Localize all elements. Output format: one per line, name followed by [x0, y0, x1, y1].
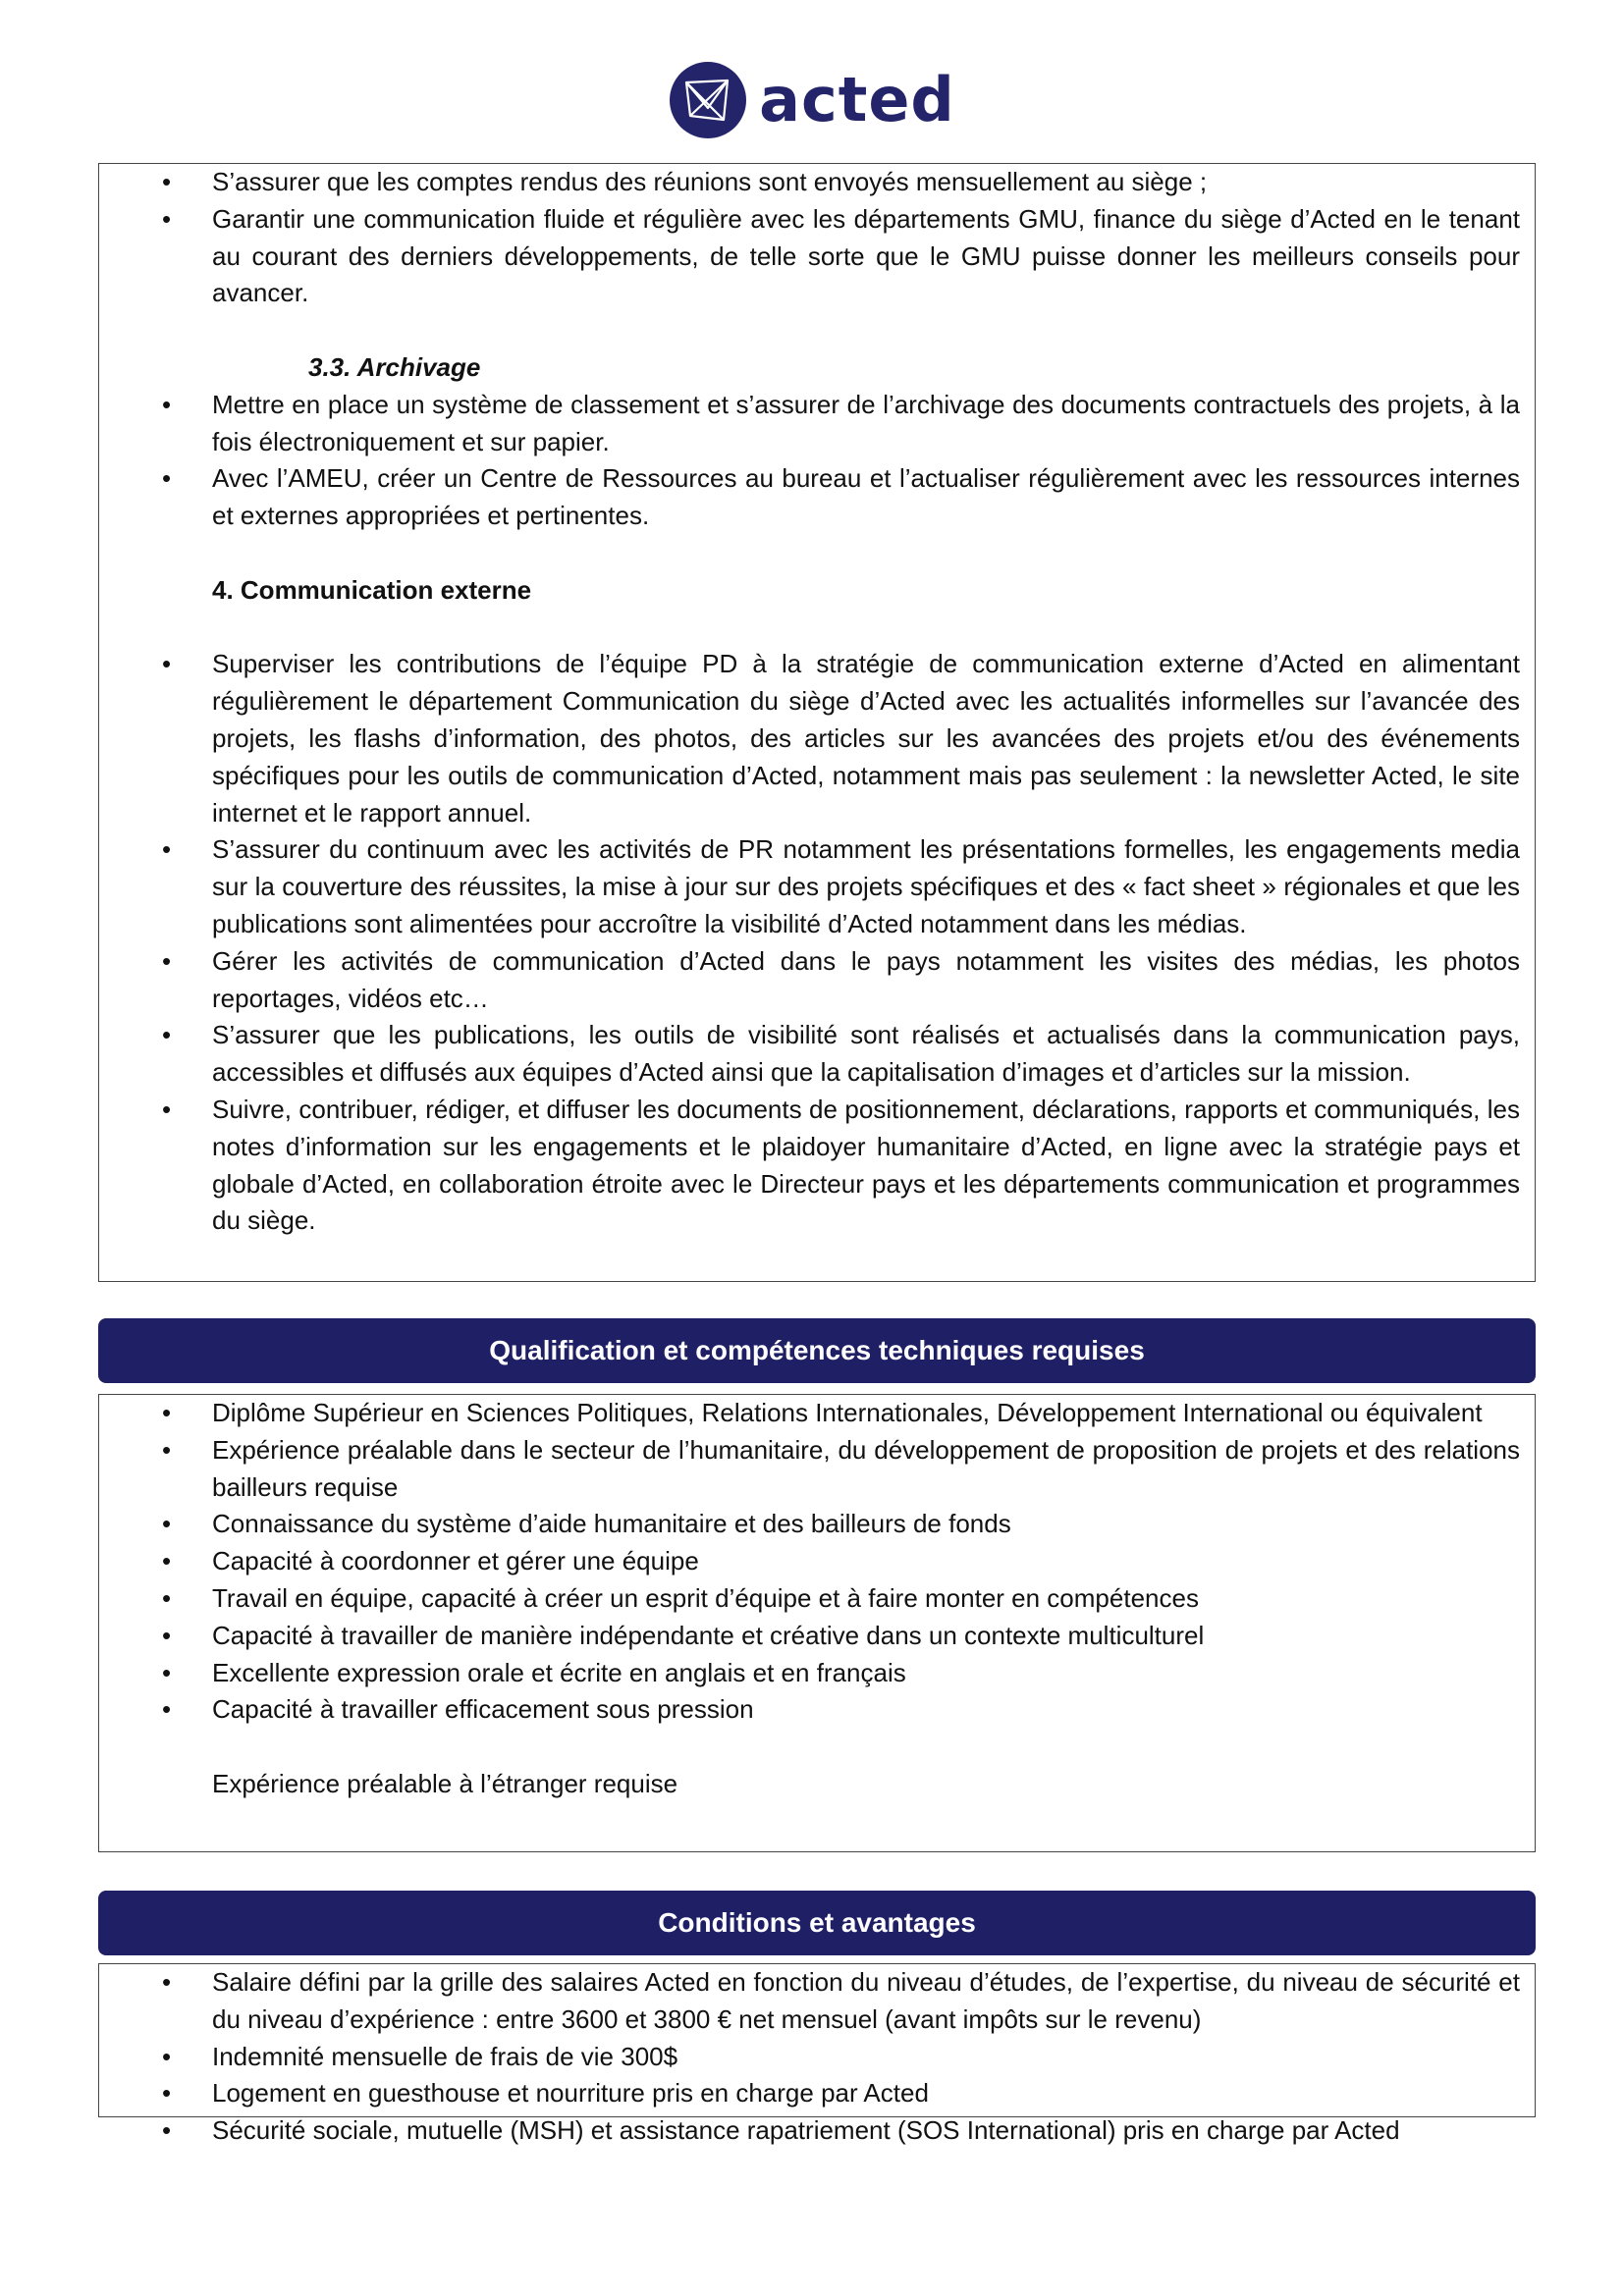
communication-bullet-list [99, 646, 1535, 1240]
list-item: • S’assurer du continuum avec les activités de PR notamment les présentations formelles, les engagements media sur la couverture des réussites, la mise à jour sur des projets spécifiques et des « fact sheet » régionales et que les publications sont alimentées pour accroître la visibilité d’Acted notamment dans les médias. [99, 831, 1535, 942]
acted-logo [0, 61, 1624, 139]
conditions-box [98, 1963, 1536, 2146]
list-item: • Suivre, contribuer, rédiger, et diffuser les documents de positionnement, déclarations, rapports et communiqués, les notes d’information sur les engagements et le plaidoyer humanitaire d’Acted, en ligne avec la stratégie pays et globale d’Acted, en collaboration étroite avec le Directeur pays et les départements communication et programmes du siège. [99, 1092, 1535, 1240]
list-item: • Excellente expression orale et écrite en anglais et en français [99, 1655, 1535, 1692]
archivage-bullet-list [99, 387, 1535, 535]
list-item: • S’assurer que les comptes rendus des réunions sont envoyés mensuellement au siège ; [99, 164, 1535, 201]
list-item: • Indemnité mensuelle de frais de vie 300$ [99, 2039, 1535, 2076]
list-item: • Connaissance du système d’aide humanitaire et des bailleurs de fonds [99, 1506, 1535, 1543]
list-item: • Gérer les activités de communication d’Acted dans le pays notamment les visites des médias, les photos reportages, vidéos etc… [99, 943, 1535, 1018]
list-item: • Avec l’AMEU, créer un Centre de Ressources au bureau et l’actualiser régulièrement avec les ressources internes et externes appropriées et pertinentes. [99, 460, 1535, 535]
list-item: • Logement en guesthouse et nourriture pris en charge par Acted [99, 2075, 1535, 2112]
qualifications-header: Qualification et compétences techniques requises [98, 1318, 1536, 1383]
conditions-header: Conditions et avantages [98, 1891, 1536, 1955]
qualifications-bullet-list [99, 1395, 1535, 1729]
communication-externe-heading: 4. Communication externe [212, 574, 532, 605]
list-item: • Expérience préalable dans le secteur de l’humanitaire, du développement de proposition de projets et des relations bailleurs requise [99, 1432, 1535, 1507]
list-item: • Capacité à travailler de manière indépendante et créative dans un contexte multiculturel [99, 1618, 1535, 1655]
list-item: • Capacité à coordonner et gérer une équipe [99, 1543, 1535, 1580]
list-item: • S’assurer que les publications, les outils de visibilité sont réalisés et actualisés dans la communication pays, accessibles et diffusés aux équipes d’Acted ainsi que la capitalisation d’images et d’articles sur la mission. [99, 1017, 1535, 1092]
responsibilities-box [98, 163, 1536, 1282]
list-item: • Garantir une communication fluide et régulière avec les départements GMU, finance du siège d’Acted en le tenant au courant des derniers développements, de telle sorte que le GMU puisse donner les meilleurs conseils pour avancer. [99, 201, 1535, 312]
acted-logo-icon [669, 61, 747, 139]
conditions-bullet-list [99, 1964, 1535, 2150]
foreign-experience-note: Expérience préalable à l’étranger requise [212, 1768, 678, 1798]
acted-wordmark: acted [759, 64, 955, 135]
archivage-heading: 3.3. Archivage [308, 351, 481, 382]
list-item: • Superviser les contributions de l’équipe PD à la stratégie de communication externe d’Acted en alimentant régulièrement le département Communication du siège d’Acted avec les actualités informelles sur l’avancée des projets, les flashs d’information, des photos, des articles sur les avancées des projets et/ou des événements spécifiques pour les outils de communication d’Acted, notamment mais pas seulement : la newsletter Acted, le site internet et le rapport annuel. [99, 646, 1535, 831]
list-item: • Travail en équipe, capacité à créer un esprit d’équipe et à faire monter en compétences [99, 1580, 1535, 1618]
list-item: • Sécurité sociale, mutuelle (MSH) et assistance rapatriement (SOS International) pris en charge par Acted [99, 2112, 1535, 2150]
qualifications-box [98, 1394, 1536, 1852]
list-item: • Diplôme Supérieur en Sciences Politiques, Relations Internationales, Développement International ou équivalent [99, 1395, 1535, 1432]
top-bullet-list [99, 164, 1535, 312]
list-item: • Mettre en place un système de classement et s’assurer de l’archivage des documents contractuels des projets, à la fois électroniquement et sur papier. [99, 387, 1535, 461]
list-item: • Salaire défini par la grille des salaires Acted en fonction du niveau d’études, de l’expertise, du niveau de sécurité et du niveau d’expérience : entre 3600 et 3800 € net mensuel (avant impôts sur le revenu) [99, 1964, 1535, 2039]
list-item: • Capacité à travailler efficacement sous pression [99, 1691, 1535, 1729]
